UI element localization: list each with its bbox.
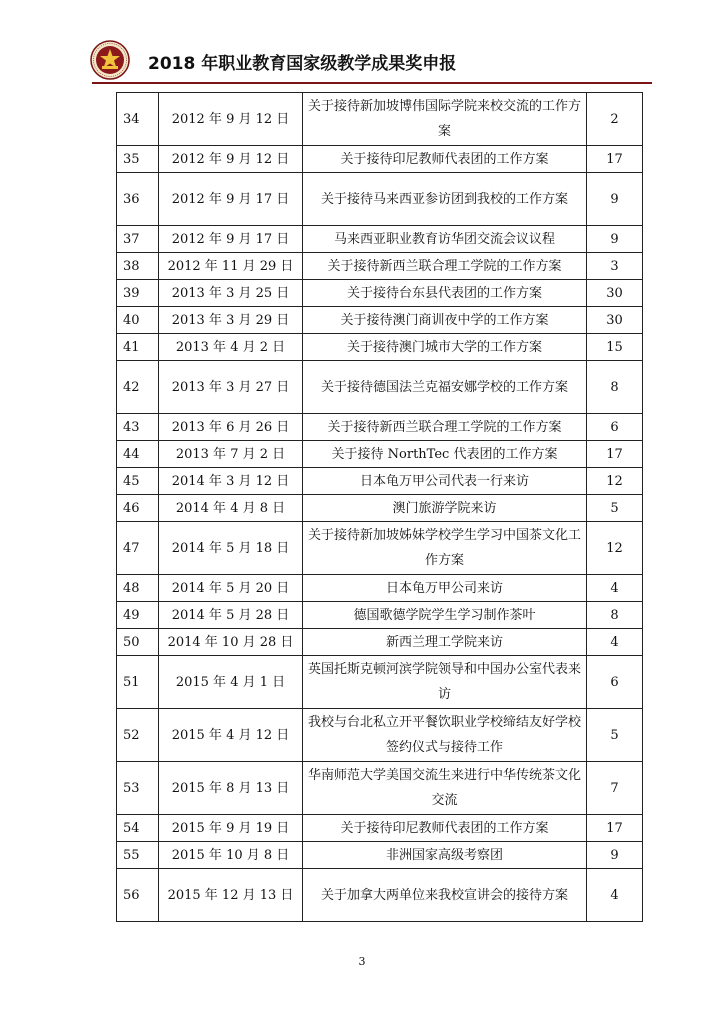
row-title-cell: 英国托斯克顿河滨学院领导和中国办公室代表来访 (303, 656, 587, 709)
page-title: 2018 年职业教育国家级教学成果奖申报 (148, 54, 457, 74)
row-number-cell: 44 (117, 441, 159, 468)
row-date-cell: 2015 年 10 月 8 日 (159, 842, 303, 869)
row-count-cell: 5 (587, 495, 643, 522)
row-number-cell: 34 (117, 93, 159, 146)
row-title-cell: 关于接待 NorthTec 代表团的工作方案 (303, 441, 587, 468)
row-number-cell: 55 (117, 842, 159, 869)
table-row (117, 468, 643, 495)
row-title-cell: 关于接待澳门城市大学的工作方案 (303, 334, 587, 361)
row-date-cell: 2014 年 5 月 28 日 (159, 602, 303, 629)
table-row (117, 602, 643, 629)
exchange-records-table (116, 92, 643, 922)
row-date-cell: 2014 年 5 月 18 日 (159, 522, 303, 575)
row-number-cell: 41 (117, 334, 159, 361)
row-count-cell: 6 (587, 656, 643, 709)
row-count-cell: 9 (587, 173, 643, 226)
row-title-cell: 关于接待新加坡博伟国际学院来校交流的工作方案 (303, 93, 587, 146)
row-date-cell: 2013 年 6 月 26 日 (159, 414, 303, 441)
table-row (117, 629, 643, 656)
table-row (117, 173, 643, 226)
row-date-cell: 2012 年 9 月 12 日 (159, 146, 303, 173)
row-count-cell: 12 (587, 468, 643, 495)
school-seal-icon (90, 40, 130, 80)
row-count-cell: 30 (587, 307, 643, 334)
row-number-cell: 56 (117, 869, 159, 922)
row-title-cell: 关于接待马来西亚参访团到我校的工作方案 (303, 173, 587, 226)
row-date-cell: 2013 年 4 月 2 日 (159, 334, 303, 361)
table-row (117, 656, 643, 709)
table-row (117, 869, 643, 922)
table-row (117, 253, 643, 280)
row-count-cell: 8 (587, 602, 643, 629)
table-row (117, 226, 643, 253)
row-date-cell: 2015 年 8 月 13 日 (159, 762, 303, 815)
row-count-cell: 17 (587, 441, 643, 468)
row-date-cell: 2012 年 9 月 17 日 (159, 226, 303, 253)
row-date-cell: 2013 年 3 月 29 日 (159, 307, 303, 334)
table-row (117, 334, 643, 361)
row-number-cell: 54 (117, 815, 159, 842)
table-row (117, 709, 643, 762)
row-date-cell: 2015 年 4 月 12 日 (159, 709, 303, 762)
table-row (117, 815, 643, 842)
row-title-cell: 关于接待新西兰联合理工学院的工作方案 (303, 253, 587, 280)
row-date-cell: 2014 年 4 月 8 日 (159, 495, 303, 522)
row-date-cell: 2014 年 5 月 20 日 (159, 575, 303, 602)
row-number-cell: 36 (117, 173, 159, 226)
row-title-cell: 非洲国家高级考察团 (303, 842, 587, 869)
row-title-cell: 澳门旅游学院来访 (303, 495, 587, 522)
row-date-cell: 2013 年 3 月 27 日 (159, 361, 303, 414)
row-title-cell: 关于加拿大两单位来我校宣讲会的接待方案 (303, 869, 587, 922)
row-number-cell: 40 (117, 307, 159, 334)
row-title-cell: 新西兰理工学院来访 (303, 629, 587, 656)
row-number-cell: 52 (117, 709, 159, 762)
row-number-cell: 38 (117, 253, 159, 280)
row-date-cell: 2013 年 7 月 2 日 (159, 441, 303, 468)
row-date-cell: 2014 年 3 月 12 日 (159, 468, 303, 495)
row-number-cell: 51 (117, 656, 159, 709)
row-date-cell: 2012 年 9 月 12 日 (159, 93, 303, 146)
row-date-cell: 2015 年 12 月 13 日 (159, 869, 303, 922)
row-count-cell: 9 (587, 226, 643, 253)
row-title-cell: 关于接待印尼教师代表团的工作方案 (303, 146, 587, 173)
row-number-cell: 46 (117, 495, 159, 522)
row-date-cell: 2015 年 4 月 1 日 (159, 656, 303, 709)
row-count-cell: 9 (587, 842, 643, 869)
row-title-cell: 德国歌德学院学生学习制作茶叶 (303, 602, 587, 629)
row-count-cell: 4 (587, 629, 643, 656)
table-row (117, 307, 643, 334)
row-title-cell: 关于接待台东县代表团的工作方案 (303, 280, 587, 307)
table-row (117, 522, 643, 575)
row-number-cell: 42 (117, 361, 159, 414)
row-number-cell: 47 (117, 522, 159, 575)
row-number-cell: 50 (117, 629, 159, 656)
row-count-cell: 4 (587, 869, 643, 922)
row-count-cell: 5 (587, 709, 643, 762)
row-count-cell: 4 (587, 575, 643, 602)
row-count-cell: 6 (587, 414, 643, 441)
row-title-cell: 关于接待新加坡姊妹学校学生学习中国茶文化工作方案 (303, 522, 587, 575)
table-row (117, 441, 643, 468)
row-count-cell: 2 (587, 93, 643, 146)
header-divider (92, 82, 652, 84)
row-date-cell: 2012 年 9 月 17 日 (159, 173, 303, 226)
table-row (117, 842, 643, 869)
row-count-cell: 17 (587, 815, 643, 842)
table-row (117, 495, 643, 522)
row-number-cell: 35 (117, 146, 159, 173)
row-title-cell: 关于接待德国法兰克福安娜学校的工作方案 (303, 361, 587, 414)
row-number-cell: 53 (117, 762, 159, 815)
row-title-cell: 日本龟万甲公司来访 (303, 575, 587, 602)
row-title-cell: 马来西亚职业教育访华团交流会议议程 (303, 226, 587, 253)
row-number-cell: 45 (117, 468, 159, 495)
row-count-cell: 15 (587, 334, 643, 361)
table-row (117, 280, 643, 307)
table-row (117, 414, 643, 441)
row-number-cell: 48 (117, 575, 159, 602)
row-date-cell: 2012 年 11 月 29 日 (159, 253, 303, 280)
row-title-cell: 关于接待印尼教师代表团的工作方案 (303, 815, 587, 842)
row-date-cell: 2015 年 9 月 19 日 (159, 815, 303, 842)
table-row (117, 146, 643, 173)
row-count-cell: 17 (587, 146, 643, 173)
row-count-cell: 8 (587, 361, 643, 414)
row-count-cell: 12 (587, 522, 643, 575)
row-count-cell: 3 (587, 253, 643, 280)
row-title-cell: 关于接待澳门商训夜中学的工作方案 (303, 307, 587, 334)
row-date-cell: 2014 年 10 月 28 日 (159, 629, 303, 656)
row-number-cell: 39 (117, 280, 159, 307)
row-number-cell: 37 (117, 226, 159, 253)
row-number-cell: 43 (117, 414, 159, 441)
row-title-cell: 我校与台北私立开平餐饮职业学校缔结友好学校签约仪式与接待工作 (303, 709, 587, 762)
table-row (117, 93, 643, 146)
row-count-cell: 7 (587, 762, 643, 815)
row-title-cell: 华南师范大学美国交流生来进行中华传统茶文化交流 (303, 762, 587, 815)
table-row (117, 361, 643, 414)
table-row (117, 762, 643, 815)
page-number: 3 (358, 955, 366, 968)
row-title-cell: 关于接待新西兰联合理工学院的工作方案 (303, 414, 587, 441)
row-title-cell: 日本龟万甲公司代表一行来访 (303, 468, 587, 495)
table-row (117, 575, 643, 602)
row-date-cell: 2013 年 3 月 25 日 (159, 280, 303, 307)
row-number-cell: 49 (117, 602, 159, 629)
row-count-cell: 30 (587, 280, 643, 307)
